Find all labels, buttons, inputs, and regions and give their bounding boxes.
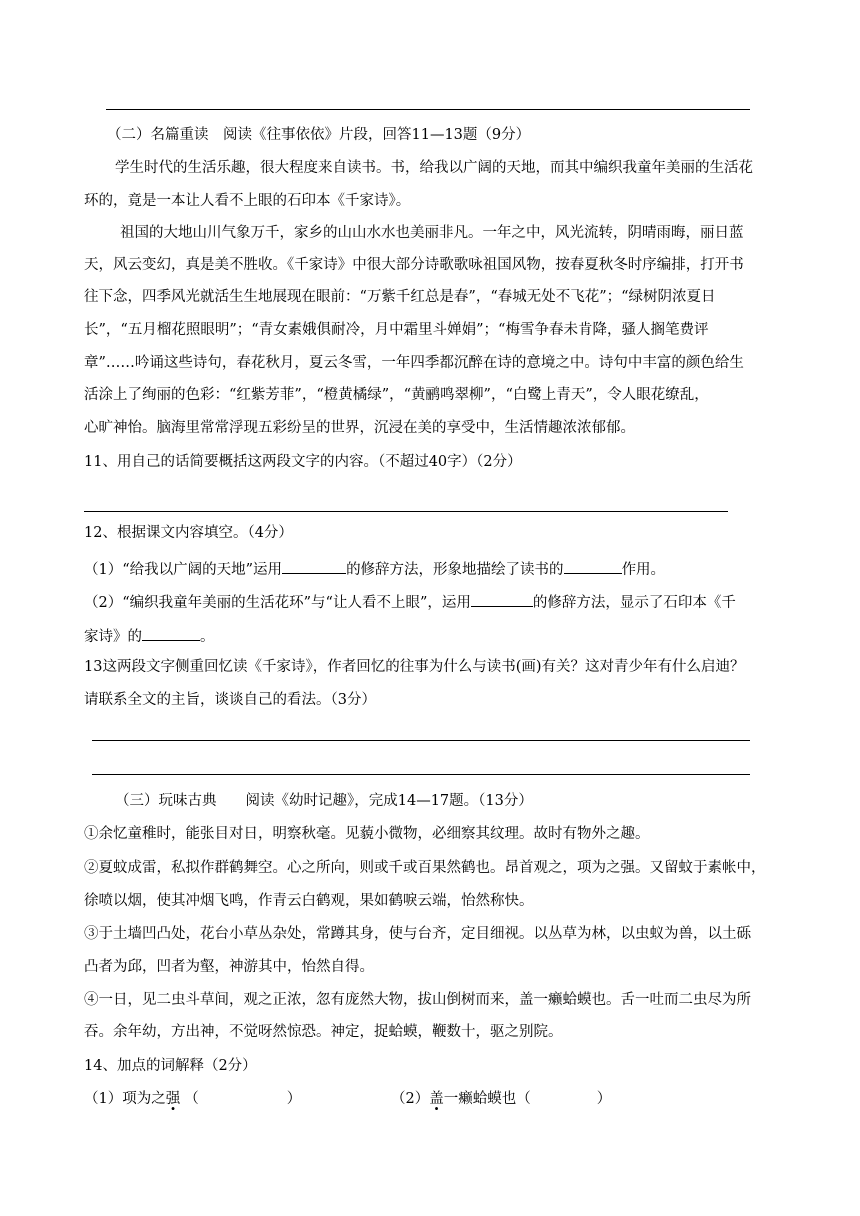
q12-1-text-c: 作用。 [621, 562, 666, 578]
passage-line-8: 活涂上了绚丽的色彩：“红紫芳菲”，“橙黄橘绿”，“黄鹂鸣翠柳”，“白鹭上青天”，令人眼花缭乱， [84, 387, 709, 403]
question-12: 12、根据课文内容填空。（4分） [84, 525, 293, 541]
q12-1-text-a: （1）“给我以广阔的天地”运用 [84, 562, 283, 578]
q12-2-blank-1[interactable] [471, 590, 533, 607]
q14-2-text-pre: （2） [391, 1091, 430, 1107]
passage-line-5: 往下念，四季风光就活生生地展现在眼前：“万紫千红总是春”，“春城无处不飞花”；“绿树阴浓夏日 [84, 289, 716, 305]
question-12-1 [84, 557, 860, 581]
q12-1-blank-2[interactable] [564, 557, 622, 574]
section2-header: （二）名篇重读 阅读《往事依依》片段，回答11—13题（9分） [107, 127, 531, 143]
question-11: 11、用自己的话简要概括这两段文字的内容。（不超过40字）（2分） [84, 454, 522, 470]
q12-1-text-b: 的修辞方法，形象地描绘了读书的 [346, 562, 564, 578]
question-12-2 [84, 590, 860, 614]
answer-line-q13-1[interactable] [92, 740, 750, 741]
q12-1-blank-1[interactable] [282, 557, 346, 574]
q12-2-blank-2[interactable] [142, 624, 200, 641]
q14-1-paren-close: ） [286, 1091, 302, 1107]
question-12-2-cont [84, 624, 860, 648]
question-14: 14、加点的词解释（2分） [84, 1058, 257, 1074]
q14-2-text-post: 一癞蛤蟆也（ [443, 1091, 531, 1107]
question-13-line-1: 13这两段文字侧重回忆读《千家诗》，作者回忆的往事为什么与读书(画)有关？这对青少年有什么启迪？ [84, 659, 745, 675]
q12-2-text-d: 。 [200, 629, 215, 645]
q14-1-text: （1）项为之 [84, 1091, 166, 1107]
q14-2-dotted-word: 盖 [429, 1091, 444, 1107]
answer-line-top[interactable] [106, 109, 750, 110]
answer-line-q13-2[interactable] [92, 774, 750, 775]
q12-2-text-b: 的修辞方法，显示了石印本《千 [532, 595, 736, 611]
classic-para-2-cont: 徐喷以烟，使其冲烟飞鸣，作青云白鹤观，果如鹤唳云端，怡然称快。 [84, 893, 534, 909]
question-13-line-2: 请联系全文的主旨，谈谈自己的看法。（3分） [84, 692, 376, 708]
classic-para-3: ③于土墙凹凸处，花台小草丛杂处，常蹲其身，使与台齐，定目细视。以丛草为林，以虫蚁为兽，以土砾 [84, 926, 751, 942]
passage-line-1: 学生时代的生活乐趣，很大程度来自读书。书，给我以广阔的天地，而其中编织我童年美丽的生活花 [115, 160, 753, 176]
passage-line-2: 环的，竟是一本让人看不上眼的石印本《千家诗》。 [84, 193, 411, 209]
q14-1-dotted-word: 强 [165, 1091, 181, 1107]
q12-2-text-a: （2）“编织我童年美丽的生活花环”与“让人看不上眼”，运用 [84, 595, 471, 611]
passage-line-4: 天，风云变幻，真是美不胜收。《千家诗》中很大部分诗歌歌咏祖国风物，按春夏秋冬时序编排，打开书 [84, 257, 744, 273]
q14-2-paren-close: ） [596, 1091, 612, 1107]
classic-para-2: ②夏蚊成雷，私拟作群鹤舞空。心之所向，则或千或百果然鹤也。昂首观之，项为之强。又留蚊于素帐中， [84, 860, 766, 876]
passage-line-3: 祖国的大地山川气象万千，家乡的山山水水也美丽非凡。一年之中，风光流转，阴晴雨晦，丽日蓝 [120, 225, 744, 241]
answer-line-q11[interactable] [84, 511, 728, 512]
classic-para-3-cont: 凸者为邱，凹者为壑，神游其中，怡然自得。 [84, 959, 374, 975]
passage-line-9: 心旷神怡。脑海里常常浮现五彩纷呈的世界，沉浸在美的享受中，生活情趣浓浓郁郁。 [84, 420, 635, 436]
classic-para-4: ④一日，见二虫斗草间，观之正浓，忽有庞然大物，拔山倒树而来，盖一癞蛤蟆也。舌一吐而二虫尽为所 [84, 992, 751, 1008]
section3-header: （三）玩味古典 阅读《幼时记趣》，完成14—17题。（13分） [115, 793, 533, 809]
q12-2-text-c: 家诗》的 [84, 629, 142, 645]
classic-para-1: ①余忆童稚时，能张目对日，明察秋毫。见藐小微物，必细察其纹理。故时有物外之趣。 [84, 826, 650, 842]
q14-1-paren-open: （ [184, 1091, 199, 1107]
passage-line-6: 长”，“五月榴花照眼明”；“青女素娥俱耐冷，月中霜里斗婵娟”；“梅雪争春未肯降，骚人搁笔费评 [84, 322, 709, 338]
passage-line-7: 章”……吟诵这些诗句，春花秋月，夏云冬雪，一年四季都沉醉在诗的意境之中。诗句中丰富的颜色给生 [84, 355, 744, 371]
classic-para-4-cont: 吞。余年幼，方出神，不觉呀然惊恐。神定，捉蛤蟆，鞭数十，驱之别院。 [84, 1024, 563, 1040]
question-14-2 [391, 1088, 860, 1110]
